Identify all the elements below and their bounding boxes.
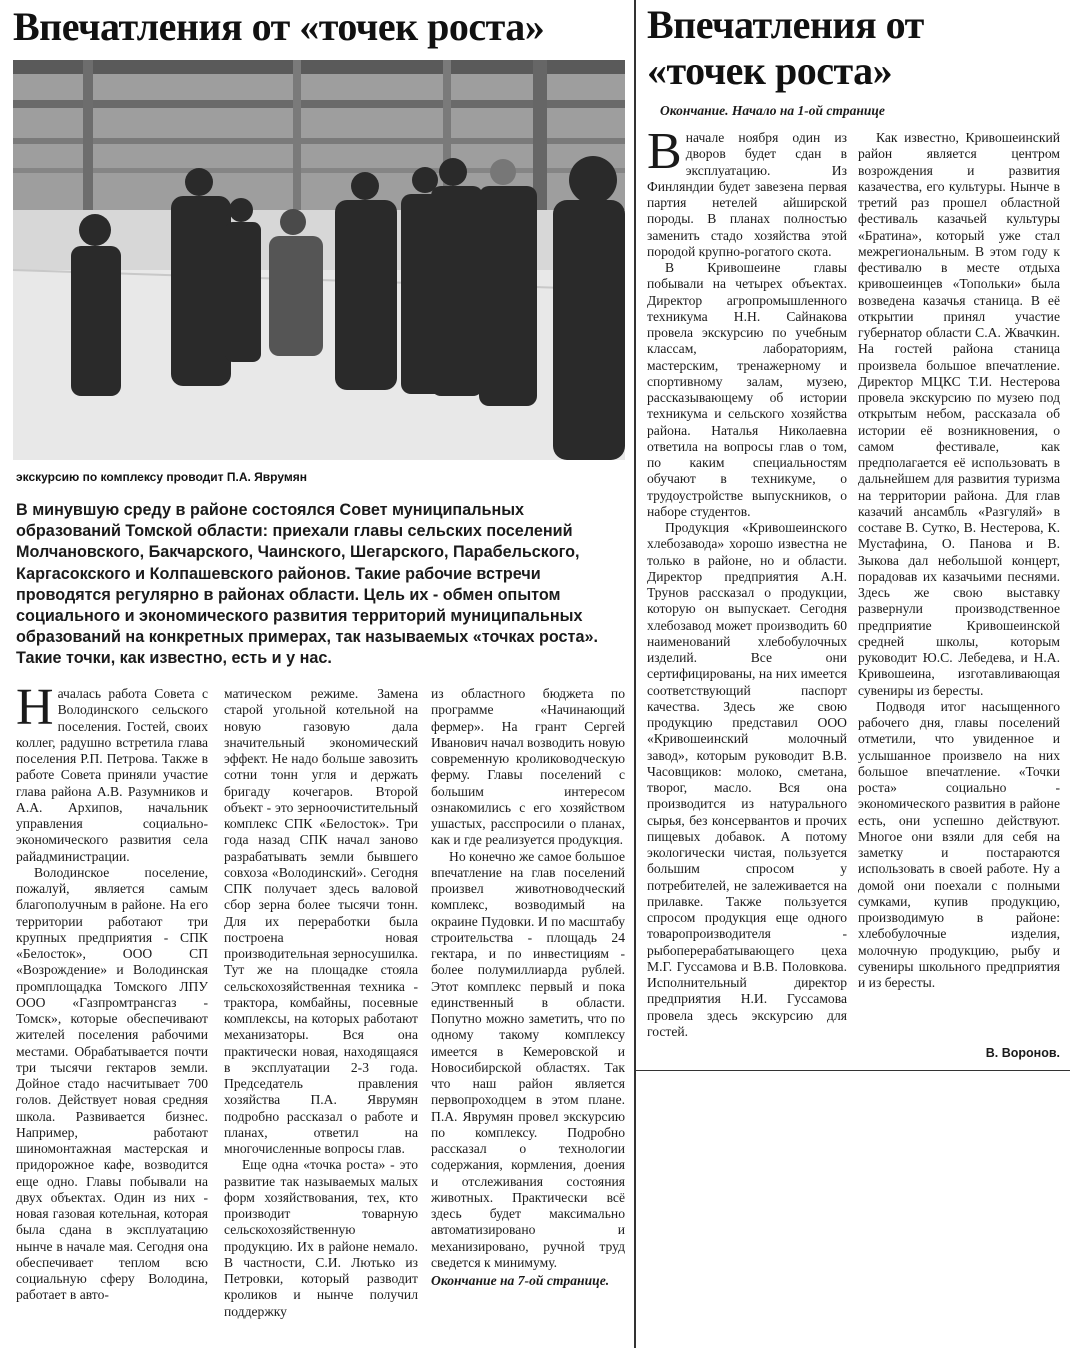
author-signature: В. Воронов. (985, 1046, 1060, 1060)
photo-illustration (13, 60, 625, 460)
paragraph: Продукция «Кривошеинского хлебозавода» хорошо известна не только в районе, но и области. Директор предприятия А.Н. Трунов рассказал о продукции, которую он выпускает. Сегодня хлебозавод может производить 60 наименований хлебобулочных изделий. Все они сертифицированы, на них имеется соответствующий паспорт качества. Здесь же свою продукцию представил ООО «Кривошеинский молочный завод», которым руководит В.В. Часовщиков: молоко, сметана, творог, масло. Вся она производится из натурального сырья, без консервантов и прочих пищевых добавок. А потому экологически чистая, пользуется большим спросом у потребителей, не залеживается на прилавке. Также пользуется спросом продукция еще одного товаропроизводителя - рыбоперерабатывающего цеха М.Г. Гуссамова и В.В. Половкова. Исполнительный директор предприятия Н.И. Гуссамова провела здесь экскурсию для гостей. (647, 520, 847, 1039)
paragraph-text: ачалась работа Совета с Володинского сельского поселения. Гостей, своих коллег, радушно встретила глава поселения Р.П. Петрова. Также в работе Совета приняли участие глава района А.В. Разумников и А.А. Архипов, начальник управления социально-экономического развития села райадминистрации. (16, 686, 208, 864)
paragraph: матическом режиме. Замена старой угольной котельной на новую газовую дала значительный экономический эффект. Не надо больше завозить сотни тонн угля и держать бригаду кочегаров. Второй объект - это зерноочистительный комплекс СПК «Белосток». Три года назад СПК начал заново разрабатывать земли бывшего совхоза «Володинский». Сегодня СПК получает здесь валовой сбор зерна более тысячи тонн. Для их переработки была построена новая производительная зерносушилка. Тут же на площадке стояла сельскохозяйственная техника - трактора, комбайны, посевные комплексы, на которых работают механизаторы. Вся она практически новая, находящаяся в эксплуатации 2-3 года. Председатель правления хозяйства П.А. Яврумян подробно рассказал о работе и планах, ответил на многочисленные вопросы глав. (224, 686, 418, 1156)
right-column-2 (858, 130, 1060, 991)
column-divider (634, 0, 636, 1348)
right-article-title-line-1: Впечатления от (647, 2, 924, 47)
drop-cap: Н (16, 679, 54, 736)
paragraph-text: начале ноября один из дворов будет сдан в эксплуатацию. Из Финляндии будет завезена первая партия нетелей айширской породы. В планах полностью заменить стадо хозяйства этой породой крупно-рогатого скота. (647, 130, 847, 259)
left-column-1 (16, 679, 208, 1304)
right-article-subtitle: Окончание. Начало на 1-ой странице (660, 103, 885, 118)
left-article-title: Впечатления от «точек роста» (13, 4, 545, 49)
left-column-3 (431, 686, 625, 1289)
right-article-title-line-2: «точек роста» (647, 48, 893, 93)
paragraph (647, 123, 847, 260)
paragraph: Подводя итог насыщенного рабочего дня, главы поселений отметили, что увиденное и услышанное произвело на них большое впечатление. «Точки роста» социально - экономического развития в районе есть, они успешно действуют. Многое они взяли для себя на заметку и постараются использовать в своей работе. Ну а домой они поехали с полными сумками, купив продукцию, производимую в районе: хлебобулочные изделия, молочную продукцию, рыбу и сувениры школьного предприятия и из бересты. (858, 698, 1060, 990)
right-column-1 (647, 123, 847, 1040)
paragraph (16, 679, 208, 865)
paragraph: Но конечно же самое большое впечатление на глав поселений произвел животноводческий комплекс, возводимый на окраине Пудовки. И по масштабу строительства - площадь 24 гектара, и по инвестициям - более полумиллиарда рублей. Этот комплекс первый и пока единственный в области. Попутно можно заметить, что по одному такому комплексу имеется в Кемеровской и Новосибирской областях. Так что наш район является первопроходцем в этом плане. П.А. Яврумян провел экскурсию по комплексу. Подробно рассказал о технологии содержания, кормления, доения и отслеживания состояния животных. Практически всё здесь будет максимально автоматизировано и механизировано, ручной труд сведется к минимуму. (431, 848, 625, 1270)
paragraph: Как известно, Кривошеинский район является центром возрождения и развития казачества, его культуры. Нынче в третий раз прошел областной фестиваль казачьей культуры «Братина», который уже стал межрегиональным. В этом году к фестивалю в месте отдыха кривошеинцев «Топольки» была возведена казачья станица. В её открытии принял участие губернатор области С.А. Жвачкин. На гостей района станица произвела большое впечатление. Директор МЦКС Т.И. Нестерова провела экскурсию по музею под открытым небом, рассказала об истории её возникновения, о самом фестивале, как предполагается её использовать в дальнейшем для развития туризма на территории района. Для глав казачий ансамбль «Разгуляй» в составе В. Сутко, В. Нестерова, К. Мустафина, О. Панова и В. Зыкова дал небольшой концерт, порадовав их казачьими песнями. Здесь же свою выставку развернули производственное предприятие Кривошеинской средней школы, которым руководит Ю.С. Лебедева, и Н.А. Кривошеина, изготавливающая сувениры из бересты. (858, 130, 1060, 698)
paragraph: Еще одна «точка роста» - это развитие так называемых малых форм хозяйствования, тех, кто производит товарную сельскохозяйственную продукцию. Их в районе немало. В частности, С.И. Лютько из Петровки, который разводит кроликов и нынче получил поддержку (224, 1157, 418, 1319)
paragraph: В Кривошеине главы побывали на четырех объектах. Директор агропромышленного техникума Н.Н. Сайнакова провела экскурсию по учебным классам, лабораториям, мастерским, тренажерному и спортивному залам, музею, рассказывающему об истории техникума и сельского хозяйства района. Наталья Николаевна ответила на вопросы глав о том, по каким специальностям обучают в техникуме, о трудоустройстве выпускников, о наборе студентов. (647, 260, 847, 519)
paragraph: Володинское поселение, пожалуй, является самым благополучным в районе. На его территории работают три крупных предприятия - СПК «Белосток», ООО СП «Возрождение» и Володинская промплощадка Томского ЛПУ ООО «Газпромтрансгаз - Томск», которые обеспечивают жителей поселения рабочими местами. Обрабатывается почти три тысячи гектаров земли. Дойное стадо насчитывает 700 голов. Действует новая средняя школа. Развивается бизнес. Например, работают шиномонтажная мастерская и придорожное кафе, возводится еще одно. Главы побывали на двух объектах. Один из них - новая газовая котельная, которая была сдана в эксплуатацию нынче в начале мая. Сегодня она обеспечивает теплом всю социальную сферу Володина, работает в авто- (16, 864, 208, 1303)
lead-paragraph: В минувшую среду в районе состоялся Совет муниципальных образований Томской области: приехали главы сельских поселений Молчановского, Бакчарского, Чаинского, Шегарского, Парабельского, Каргасокского и Колпашевского районов. Такие рабочие встречи проводятся регулярно в районах области. Цель их - обмен опытом социального и экономического развития территорий муниципальных образований на конкретных примерах, так называемых «точках роста». Такие точки, как известно, есть и у нас. (16, 501, 598, 668)
article-photo (13, 60, 625, 460)
photo-caption: экскурсию по комплексу проводит П.А. Яврумян (16, 470, 307, 484)
paragraph: из областного бюджета по программе «Начинающий фермер». На грант Сергей Иванович начал возводить новую современную кролиководческую ферму. Главы поселений с большим интересом ознакомились с его хозяйством ушастых, расспросили о планах, как и где реализуется продукция. (431, 686, 625, 848)
continued-note: Окончание на 7-ой странице. (431, 1273, 610, 1288)
drop-cap: В (647, 123, 682, 180)
box-divider (636, 1070, 1070, 1071)
left-column-2 (224, 686, 418, 1320)
